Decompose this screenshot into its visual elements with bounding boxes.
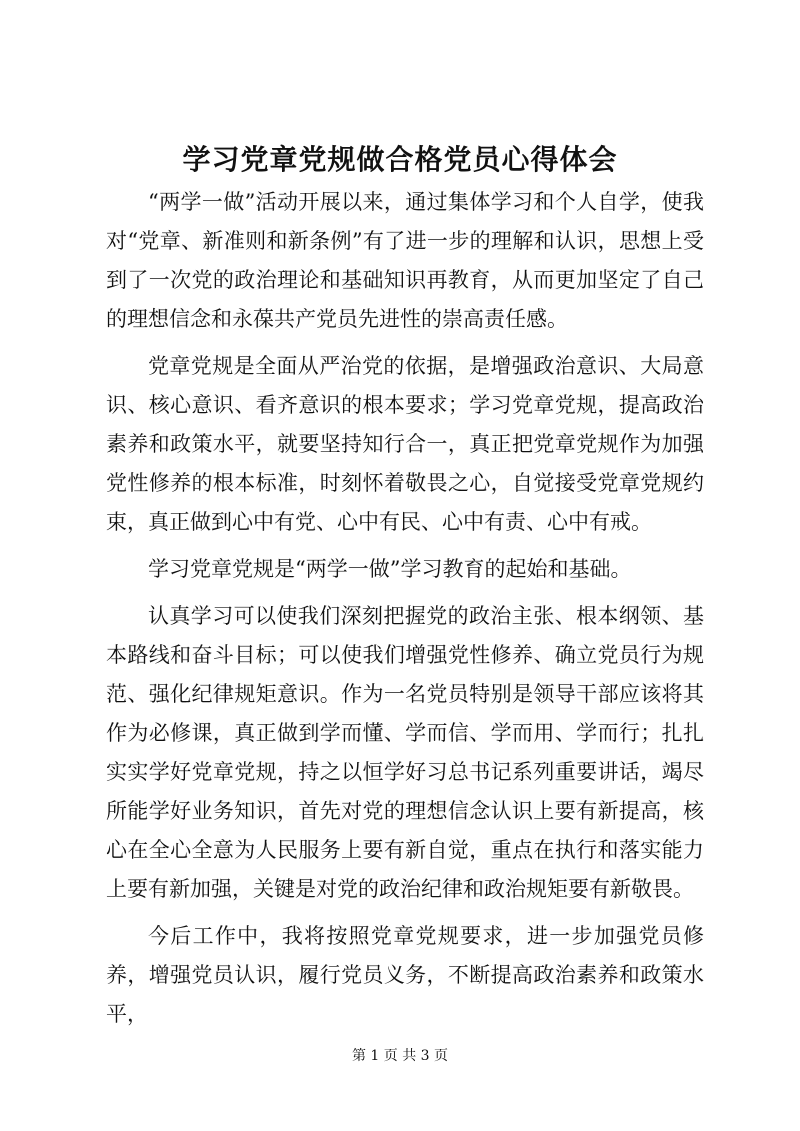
paragraph-1: “两学一做”活动开展以来，通过集体学习和个人自学，使我对“党章、新准则和新条例”有了进一步的理解和认识，思想上受到了一次党的政治理论和基础知识再教育，从而更加坚定了自己的理想信念和永葆共产党员先进性的崇高责任感。 [106,190,704,331]
paragraph-3: 学习党章党规是“两学一做”学习教育的起始和基础。 [148,557,632,581]
page-footer: 第 1 页 共 3 页 [351,1048,449,1064]
document-title: 学习党章党规做合格党员心得体会 [182,143,618,176]
document-body [106,183,704,1042]
paragraph-5: 今后工作中，我将按照党章党规要求，进一步加强党员修养，增强党员认识，履行党员义务，不断提高政治素养和政策水平， [106,924,704,1026]
paragraph-2: 党章党规是全面从严治党的依据，是增强政治意识、大局意识、核心意识、看齐意识的根本要求；学习党章党规，提高政治素养和政策水平，就要坚持知行合一，真正把党章党规作为加强党性修养的根本标准，时刻怀着敬畏之心，自觉接受党章党规约束，真正做到心中有党、心中有民、心中有责、心中有戒。 [106,354,704,534]
paragraph-4: 认真学习可以使我们深刻把握党的政治主张、根本纲领、基本路线和奋斗目标；可以使我们增强党性修养、确立党员行为规范、强化纪律规矩意识。作为一名党员特别是领导干部应该将其作为必修课，真正做到学而懂、学而信、学而用、学而行；扎扎实实学好党章党规，持之以恒学好习总书记系列重要讲话，竭尽所能学好业务知识，首先对党的理想信念认识上要有新提高，核心在全心全意为人民服务上要有新自觉，重点在执行和落实能力上要有新加强，关键是对党的政治纪律和政治规矩要有新敬畏。 [106,604,704,901]
